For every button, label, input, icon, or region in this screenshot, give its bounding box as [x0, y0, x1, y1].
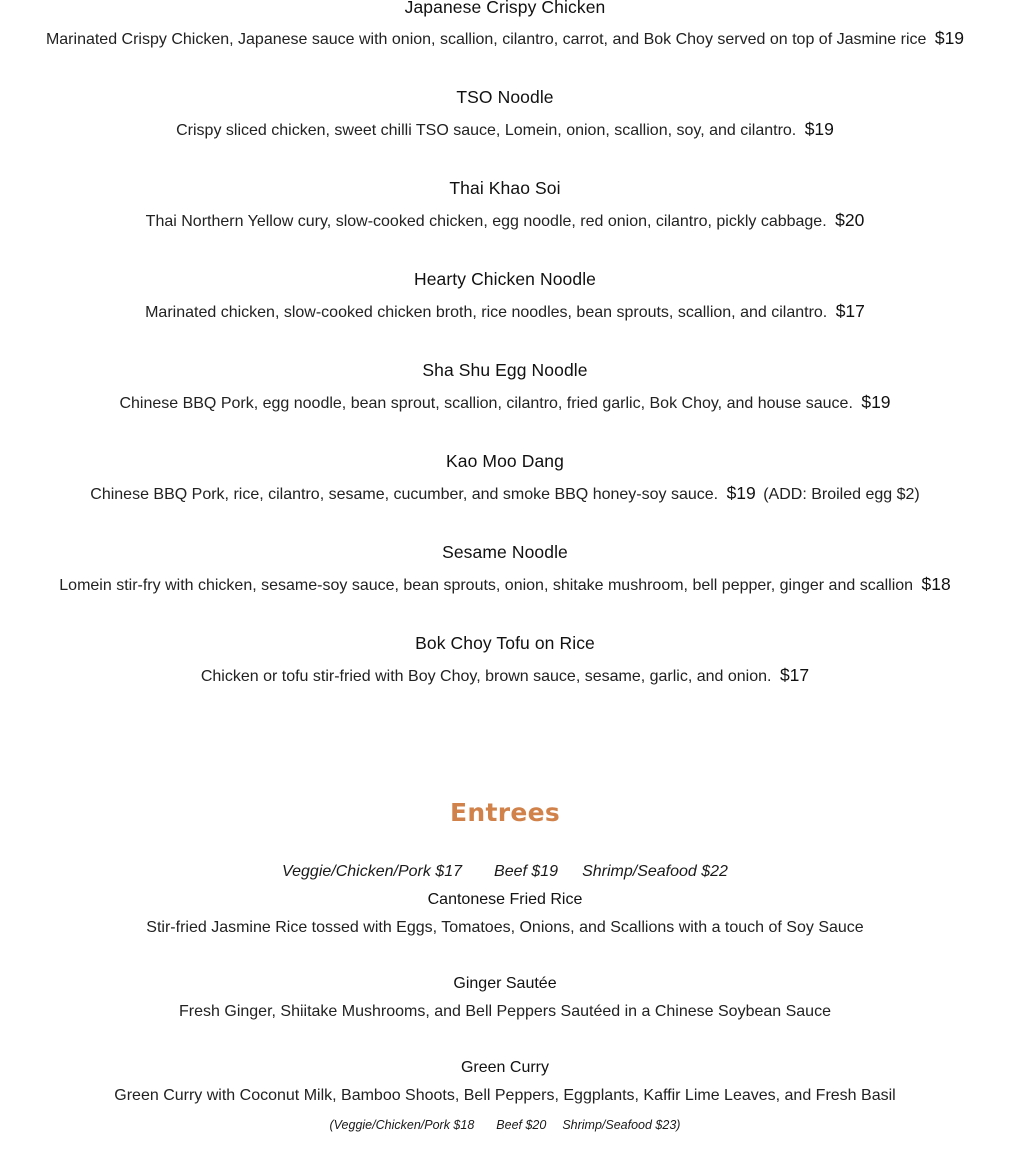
dish-price: $17	[835, 301, 865, 321]
price-tier-seafood: Shrimp/Seafood $22	[582, 863, 728, 880]
dish-name: Thai Khao Soi	[449, 178, 561, 198]
price-tier-veggie: Veggie/Chicken/Pork $17	[282, 863, 463, 880]
dish-name: Kao Moo Dang	[446, 451, 564, 471]
dish-price: $19	[934, 28, 965, 48]
entree-name: Green Curry	[460, 1059, 550, 1076]
dish-addon: (ADD: Broiled egg $2)	[763, 486, 920, 503]
dish-price: $19	[804, 119, 834, 139]
dish-description: Marinated Crispy Chicken, Japanese sauce with onion, scallion, cilantro, carrot, and Bok Choy served on top of Jasmine rice	[45, 31, 927, 48]
price-tier-veggie: (Veggie/Chicken/Pork $18	[329, 1118, 475, 1132]
dish-description: Chinese BBQ Pork, egg noodle, bean sprout, scallion, cilantro, fried garlic, Bok Choy, and house sauce.	[119, 395, 853, 412]
dish-name: Japanese Crispy Chicken	[404, 0, 606, 17]
green-curry-price-tiers	[0, 1118, 1010, 1132]
dish-price: $17	[779, 665, 810, 685]
entree-description: Green Curry with Coconut Milk, Bamboo Shoots, Bell Peppers, Eggplants, Kaffir Lime Leaves, and Fresh Basil	[114, 1087, 896, 1104]
price-tier-seafood: Shrimp/Seafood $23)	[562, 1118, 681, 1132]
dish-description-line	[0, 301, 1010, 322]
dish-description-line	[0, 483, 1010, 504]
dish-price: $20	[835, 210, 865, 230]
dish-name: TSO Noodle	[456, 87, 554, 107]
dish-description: Crispy sliced chicken, sweet chilli TSO sauce, Lomein, onion, scallion, soy, and cilantro.	[176, 122, 801, 139]
dish-price: $19	[861, 392, 891, 412]
dish-name: Hearty Chicken Noodle	[413, 269, 597, 289]
dish-price: $18	[921, 574, 951, 594]
dish-description-line	[0, 574, 1010, 595]
dish-description: Chicken or tofu stir-fried with Boy Choy, brown sauce, sesame, garlic, and onion.	[200, 668, 772, 685]
entree-price-tiers	[0, 863, 1010, 881]
entree-description: Fresh Ginger, Shiitake Mushrooms, and Bell Peppers Sautéed in a Chinese Soybean Sauce	[179, 1003, 831, 1020]
entree-name: Ginger Sautée	[453, 975, 557, 992]
price-tier-beef: Beef $20	[496, 1118, 547, 1132]
dish-name: Sha Shu Egg Noodle	[422, 360, 588, 380]
dish-description: Marinated chicken, slow-cooked chicken broth, rice noodles, bean sprouts, scallion, and cilantro.	[145, 304, 828, 321]
dish-name: Sesame Noodle	[442, 542, 568, 562]
dish-name: Bok Choy Tofu on Rice	[415, 633, 595, 653]
section-title-entrees: Entrees	[449, 798, 561, 827]
dish-description: Chinese BBQ Pork, rice, cilantro, sesame, cucumber, and smoke BBQ honey-soy sauce.	[90, 486, 719, 503]
dish-description-line	[0, 210, 1010, 231]
dish-description: Lomein stir-fry with chicken, sesame-soy sauce, bean sprouts, onion, shitake mushroom, bell pepper, ginger and scallion	[59, 577, 914, 594]
entree-description: Stir-fried Jasmine Rice tossed with Eggs, Tomatoes, Onions, and Scallions with a touch of Soy Sauce	[146, 919, 864, 936]
price-tier-beef: Beef $19	[494, 863, 559, 880]
dish-description: Thai Northern Yellow cury, slow-cooked chicken, egg noodle, red onion, cilantro, pickly cabbage.	[145, 213, 827, 230]
entree-name: Cantonese Fried Rice	[427, 891, 583, 908]
dish-description-line	[0, 665, 1010, 686]
dish-description-line	[0, 119, 1010, 140]
dish-description-line	[0, 28, 1010, 49]
dish-description-line	[0, 392, 1010, 413]
dish-price: $19	[726, 483, 756, 503]
